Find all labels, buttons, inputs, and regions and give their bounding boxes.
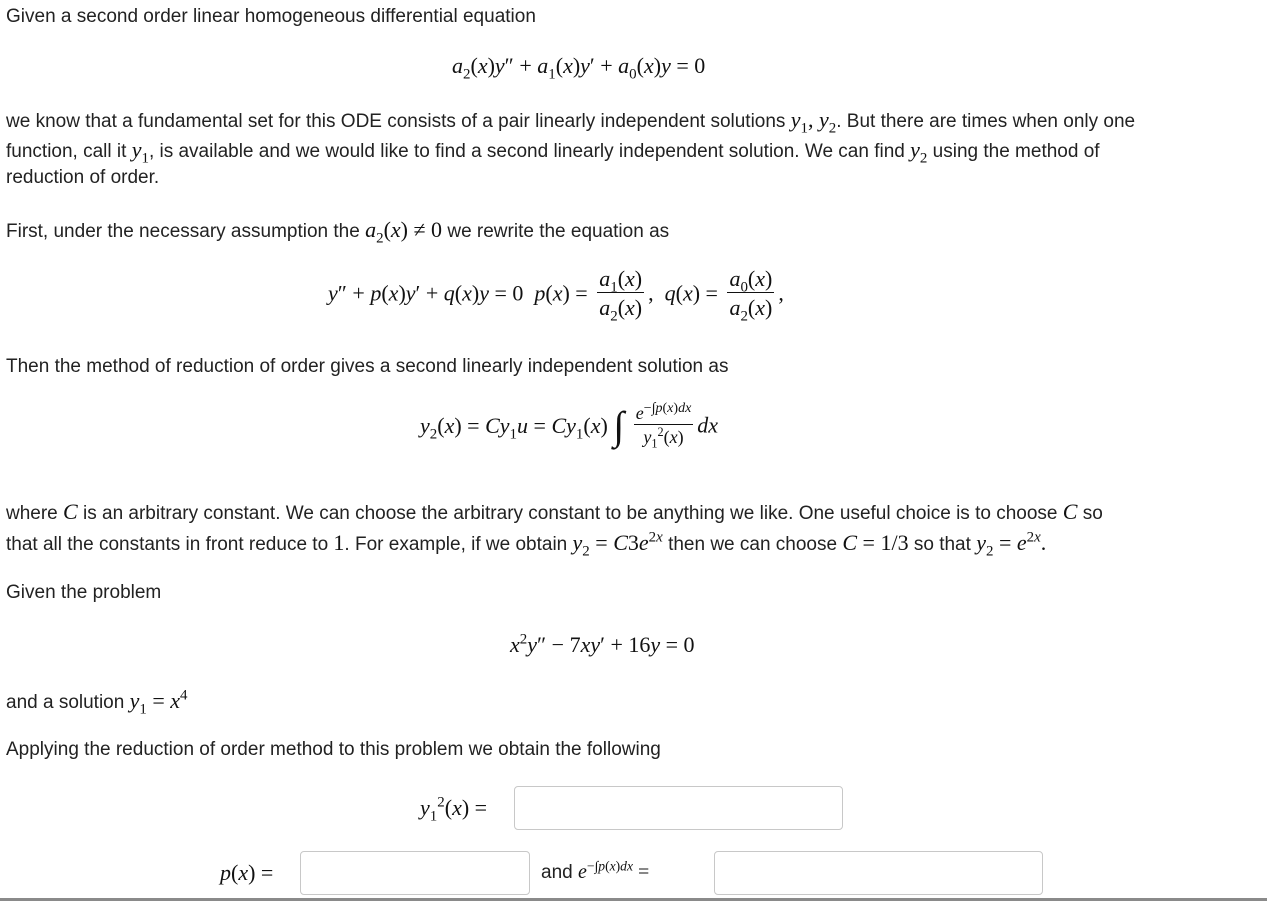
p-of-x-input[interactable] <box>300 851 530 895</box>
p-of-x-label: p(x) = <box>220 860 274 885</box>
paragraph-method: Then the method of reduction of order gives a second linearly independent solution as <box>6 356 729 377</box>
ode-general-equation: $a_2(x)y'' + a_1(x)y' + a_0(x)y = 0$ <box>452 53 706 83</box>
math-y1: $y_1$ <box>131 137 149 167</box>
standard-form-equation: y″ + p(x)y′ + q(x)y = 0 p(x) = $\frac{a_1(x)}{a_2(x)}$ , q(x) = $\frac{a_0(x)}{a_2(x)}$ , <box>328 266 784 325</box>
paragraph-constant-line2: that all the constants in front reduce to 1. For example, if we obtain $y_2 = C3e^{2x}$ then we can choose C = 1/3 so that $y_2 = e^{2x}$. <box>6 529 1047 560</box>
reduction-of-order-formula: $y_2(x) = Cy_1u = Cy_1(x)$ ∫ $\frac{e^{-\int p(x)dx}}{y_1^2(x)}$ dx <box>420 401 719 451</box>
problem-equation: $x^2y'' - 7xy' + 16y = 0$ <box>510 631 695 657</box>
paragraph-fundamental-line1: we know that a fundamental set for this ODE consists of a pair linearly independent solutions $y_1$, $y_2$. But there are times when only one <box>6 107 1136 137</box>
paragraph-fundamental-line3: reduction of order. <box>6 167 160 188</box>
paragraph-constant-line1: where C is an arbitrary constant. We can choose the arbitrary constant to be anything we like. One useful choice is to choose C so <box>6 499 1103 524</box>
exp-integral-label: and $e^{-\int p(x)dx}$ = <box>541 858 650 883</box>
math-a2-nonzero: $a_2(x) \ne 0$ <box>365 217 443 247</box>
given-problem-label: Given the problem <box>6 582 162 603</box>
y1-squared-label: $y_1^2(x)$ = <box>420 794 488 825</box>
applying-text: Applying the reduction of order method to this problem we obtain the following <box>6 739 661 760</box>
paragraph-assumption: First, under the necessary assumption the $a_2(x) \ne 0$ we rewrite the equation as <box>6 217 670 247</box>
intro-text: Given a second order linear homogeneous differential equation <box>6 6 536 27</box>
paragraph-fundamental-line2: function, call it $y_1$, is available and we would like to find a second linearly independent solution. We can find $y_2$ using the method of <box>6 137 1100 167</box>
math-y1-y2: $y_1$, $y_2$ <box>790 107 837 137</box>
given-solution: and a solution $y_1 = x^4$ <box>6 687 188 718</box>
exp-integral-input[interactable] <box>714 851 1043 895</box>
math-y2: $y_2$ <box>910 137 928 167</box>
y1-squared-input[interactable] <box>514 786 843 830</box>
